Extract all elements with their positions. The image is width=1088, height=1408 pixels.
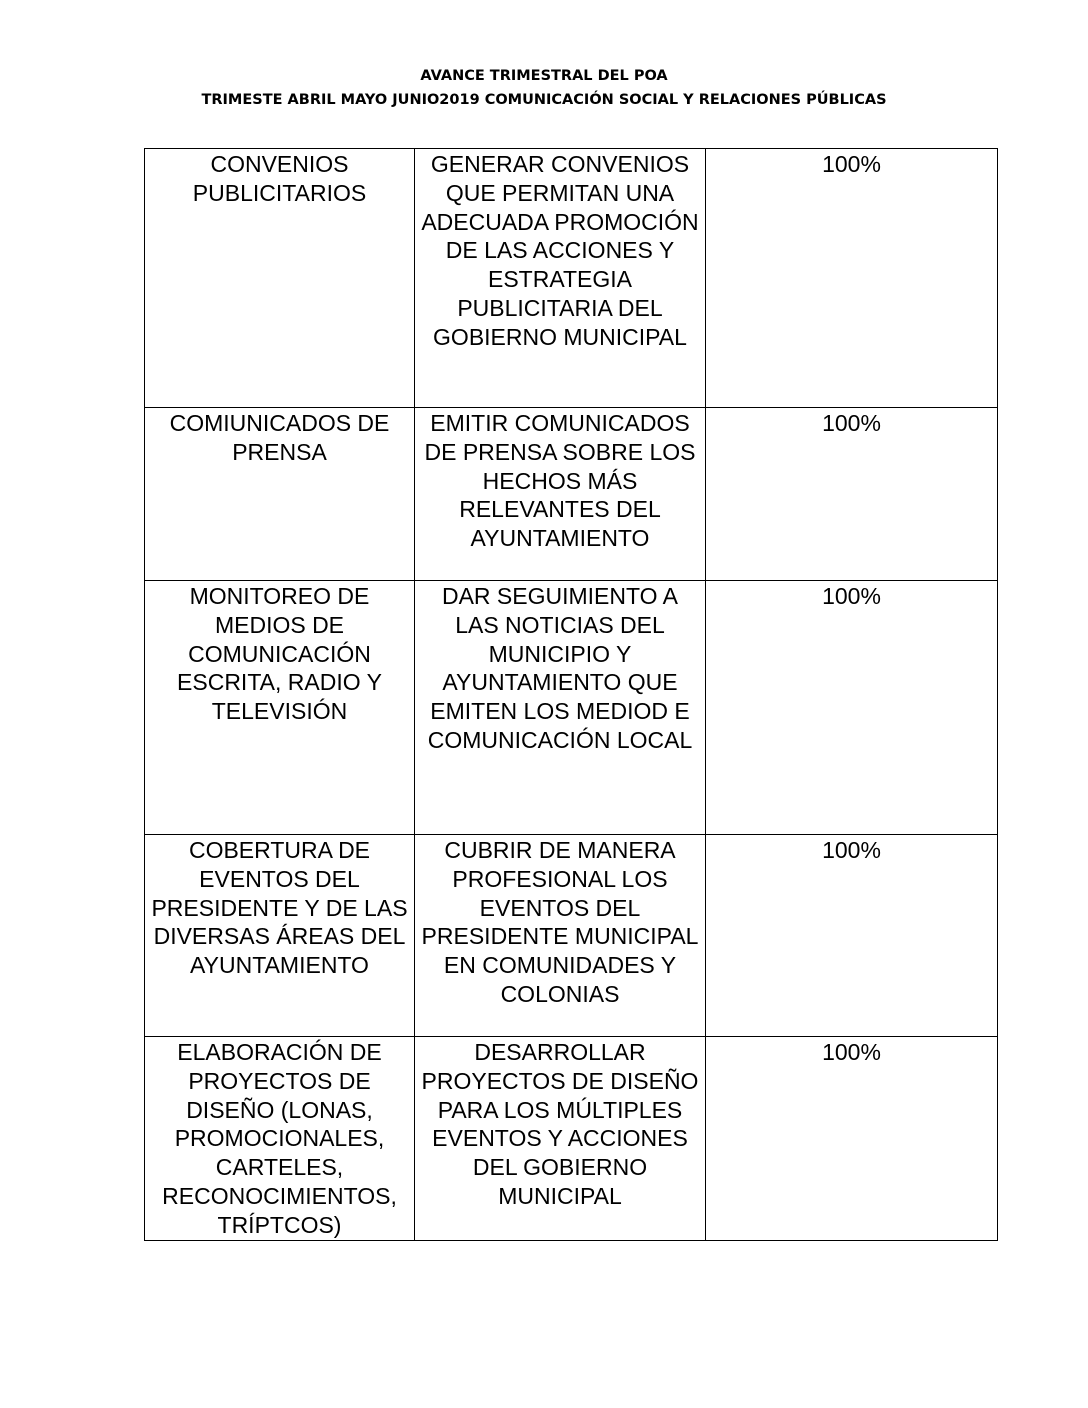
- activity-cell: COMIUNICADOS DE PRENSA: [145, 408, 415, 581]
- activity-cell: ELABORACIÓN DE PROYECTOS DE DISEÑO (LONAS, PROMOCIONALES, CARTELES, RECONOCIMIENTOS, TRÍPTCOS): [145, 1037, 415, 1241]
- progress-cell: 100%: [706, 1037, 998, 1241]
- document-title: AVANCE TRIMESTRAL DEL POA: [420, 68, 668, 84]
- progress-cell: 100%: [706, 835, 998, 1037]
- activity-cell: CONVENIOS PUBLICITARIOS: [145, 149, 415, 408]
- activity-cell: MONITOREO DE MEDIOS DE COMUNICACIÓN ESCRITA, RADIO Y TELEVISIÓN: [145, 581, 415, 835]
- table-row: [145, 835, 998, 1037]
- table-row: [145, 149, 998, 408]
- poa-progress-table: [144, 148, 998, 1241]
- progress-cell: 100%: [706, 408, 998, 581]
- table-row: [145, 1037, 998, 1241]
- activity-cell: COBERTURA DE EVENTOS DEL PRESIDENTE Y DE LAS DIVERSAS ÁREAS DEL AYUNTAMIENTO: [145, 835, 415, 1037]
- objective-cell: GENERAR CONVENIOS QUE PERMITAN UNA ADECUADA PROMOCIÓN DE LAS ACCIONES Y ESTRATEGIA PUBLICITARIA DEL GOBIERNO MUNICIPAL: [415, 149, 706, 408]
- document-header: [0, 64, 1088, 112]
- progress-cell: 100%: [706, 581, 998, 835]
- progress-cell: 100%: [706, 149, 998, 408]
- objective-cell: DESARROLLAR PROYECTOS DE DISEÑO PARA LOS MÚLTIPLES EVENTOS Y ACCIONES DEL GOBIERNO MUNICIPAL: [415, 1037, 706, 1241]
- objective-cell: DAR SEGUIMIENTO A LAS NOTICIAS DEL MUNICIPIO Y AYUNTAMIENTO QUE EMITEN LOS MEDIOD E COMUNICACIÓN LOCAL: [415, 581, 706, 835]
- table-row: [145, 408, 998, 581]
- objective-cell: CUBRIR DE MANERA PROFESIONAL LOS EVENTOS DEL PRESIDENTE MUNICIPAL EN COMUNIDADES Y COLONIAS: [415, 835, 706, 1037]
- table-row: [145, 581, 998, 835]
- objective-cell: EMITIR COMUNICADOS DE PRENSA SOBRE LOS HECHOS MÁS RELEVANTES DEL AYUNTAMIENTO: [415, 408, 706, 581]
- document-subtitle: TRIMESTE ABRIL MAYO JUNIO2019 COMUNICACIÓN SOCIAL Y RELACIONES PÚBLICAS: [201, 92, 887, 108]
